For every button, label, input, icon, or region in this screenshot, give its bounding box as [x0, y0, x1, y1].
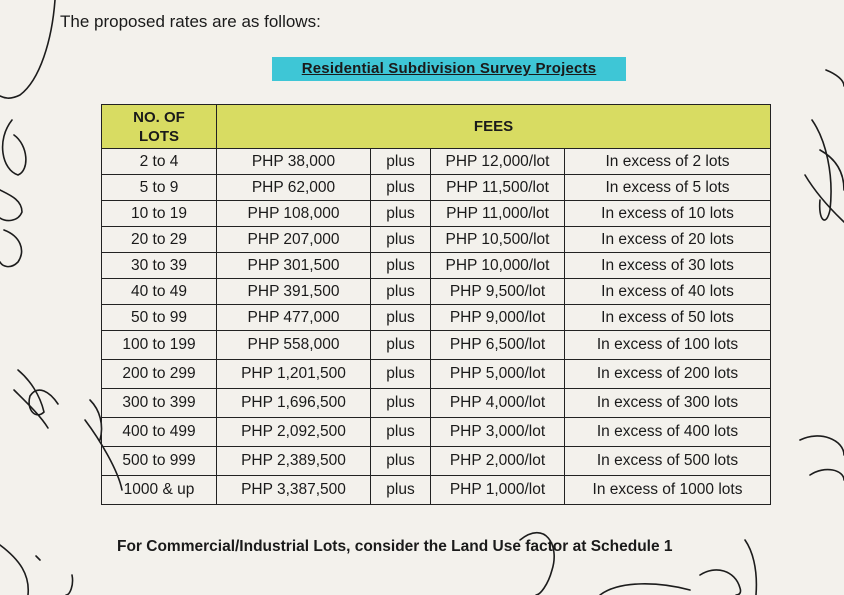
cell-lots: 50 to 99 [102, 305, 217, 331]
cell-plus: plus [371, 227, 431, 253]
table-row [102, 279, 771, 305]
cell-plus: plus [371, 447, 431, 476]
cell-lots: 400 to 499 [102, 418, 217, 447]
table-row [102, 253, 771, 279]
cell-rate: PHP 9,500/lot [431, 279, 565, 305]
cell-excess: In excess of 50 lots [565, 305, 771, 331]
table-row [102, 305, 771, 331]
cell-plus: plus [371, 149, 431, 175]
cell-base-fee: PHP 2,092,500 [217, 418, 371, 447]
cell-rate: PHP 6,500/lot [431, 331, 565, 360]
cell-excess: In excess of 100 lots [565, 331, 771, 360]
cell-rate: PHP 10,000/lot [431, 253, 565, 279]
section-heading-text: Residential Subdivision Survey Projects [301, 60, 597, 77]
cell-base-fee: PHP 207,000 [217, 227, 371, 253]
cell-plus: plus [371, 331, 431, 360]
cell-excess: In excess of 400 lots [565, 418, 771, 447]
section-heading [272, 57, 626, 81]
footer-note: For Commercial/Industrial Lots, consider the Land Use factor at Schedule 1 [117, 538, 673, 555]
cell-rate: PHP 9,000/lot [431, 305, 565, 331]
table-header-row [102, 105, 771, 149]
table-row [102, 227, 771, 253]
cell-plus: plus [371, 389, 431, 418]
cell-lots: 40 to 49 [102, 279, 217, 305]
cell-base-fee: PHP 3,387,500 [217, 476, 371, 505]
cell-rate: PHP 3,000/lot [431, 418, 565, 447]
cell-lots: 5 to 9 [102, 175, 217, 201]
cell-lots: 10 to 19 [102, 201, 217, 227]
cell-excess: In excess of 5 lots [565, 175, 771, 201]
cell-rate: PHP 10,500/lot [431, 227, 565, 253]
cell-excess: In excess of 500 lots [565, 447, 771, 476]
cell-rate: PHP 5,000/lot [431, 360, 565, 389]
cell-plus: plus [371, 201, 431, 227]
cell-excess: In excess of 2 lots [565, 149, 771, 175]
table-row [102, 149, 771, 175]
cell-excess: In excess of 20 lots [565, 227, 771, 253]
cell-base-fee: PHP 108,000 [217, 201, 371, 227]
cell-lots: 20 to 29 [102, 227, 217, 253]
cell-excess: In excess of 30 lots [565, 253, 771, 279]
cell-rate: PHP 12,000/lot [431, 149, 565, 175]
cell-plus: plus [371, 476, 431, 505]
cell-excess: In excess of 10 lots [565, 201, 771, 227]
table-row [102, 331, 771, 360]
table-row [102, 389, 771, 418]
table-row [102, 418, 771, 447]
cell-base-fee: PHP 62,000 [217, 175, 371, 201]
cell-rate: PHP 4,000/lot [431, 389, 565, 418]
table-row [102, 476, 771, 505]
cell-rate: PHP 11,000/lot [431, 201, 565, 227]
table-row [102, 360, 771, 389]
fees-table [101, 104, 771, 505]
cell-base-fee: PHP 301,500 [217, 253, 371, 279]
cell-base-fee: PHP 2,389,500 [217, 447, 371, 476]
table-row [102, 447, 771, 476]
cell-plus: plus [371, 253, 431, 279]
cell-lots: 500 to 999 [102, 447, 217, 476]
cell-excess: In excess of 1000 lots [565, 476, 771, 505]
cell-lots: 200 to 299 [102, 360, 217, 389]
cell-lots: 1000 & up [102, 476, 217, 505]
intro-text: The proposed rates are as follows: [60, 12, 321, 31]
cell-rate: PHP 2,000/lot [431, 447, 565, 476]
cell-excess: In excess of 300 lots [565, 389, 771, 418]
cell-lots: 300 to 399 [102, 389, 217, 418]
cell-plus: plus [371, 279, 431, 305]
cell-rate: PHP 11,500/lot [431, 175, 565, 201]
table-row [102, 201, 771, 227]
header-lots: NO. OF LOTS [102, 105, 217, 149]
header-fees: FEES [217, 105, 771, 149]
cell-rate: PHP 1,000/lot [431, 476, 565, 505]
cell-lots: 100 to 199 [102, 331, 217, 360]
cell-plus: plus [371, 360, 431, 389]
cell-lots: 2 to 4 [102, 149, 217, 175]
cell-plus: plus [371, 175, 431, 201]
cell-base-fee: PHP 1,696,500 [217, 389, 371, 418]
cell-base-fee: PHP 391,500 [217, 279, 371, 305]
cell-base-fee: PHP 1,201,500 [217, 360, 371, 389]
cell-base-fee: PHP 558,000 [217, 331, 371, 360]
cell-plus: plus [371, 305, 431, 331]
table-row [102, 175, 771, 201]
cell-base-fee: PHP 477,000 [217, 305, 371, 331]
cell-plus: plus [371, 418, 431, 447]
cell-lots: 30 to 39 [102, 253, 217, 279]
cell-excess: In excess of 200 lots [565, 360, 771, 389]
cell-excess: In excess of 40 lots [565, 279, 771, 305]
cell-base-fee: PHP 38,000 [217, 149, 371, 175]
